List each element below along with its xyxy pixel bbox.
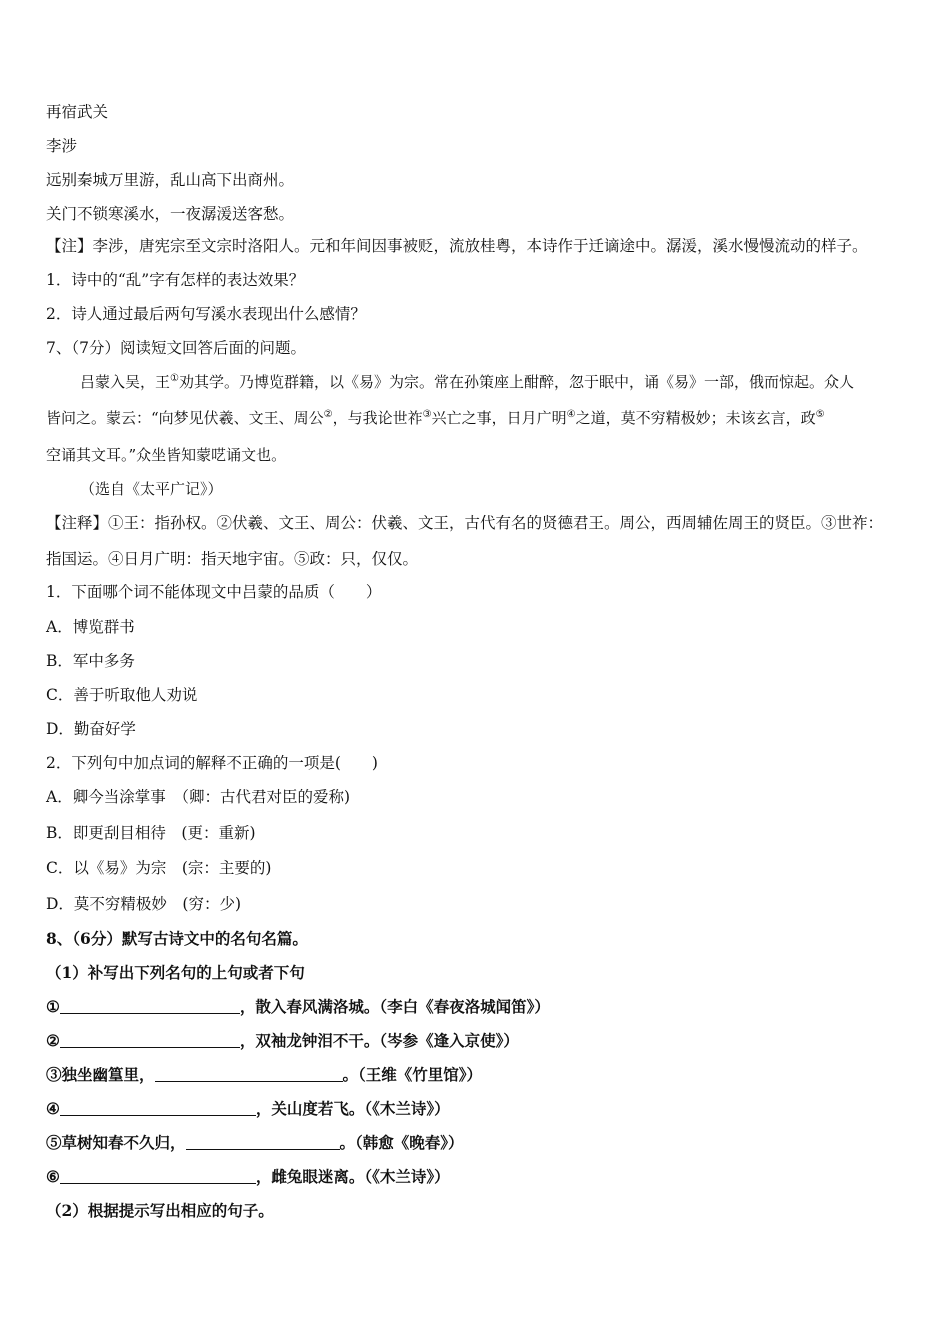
q7-sub2-option-d: D．莫不穷精极妙 (穷：少) [46,895,242,913]
q8-heading: 8、（6分）默写古诗文中的名句名篇。 [46,929,308,948]
q8-part2: （2）根据提示写出相应的句子。 [46,1201,274,1220]
poem-author: 李涉 [46,137,78,155]
passage-line-3: 空诵其文耳。”众坐皆知蒙呓诵文也。 [46,446,287,464]
item-number: ④ [46,1099,60,1118]
item-text: ，雌兔眼迷离。（《木兰诗》） [255,1167,450,1186]
q7-sub2-option-b: B．即更刮目相待 (更：重新) [46,824,256,842]
note-marker: ② [323,409,333,420]
q7-sub1-question: 1．下面哪个词不能体现文中吕蒙的品质（ ） [46,583,382,601]
passage-text: ，与我论世祚 [332,409,423,427]
item-text: 。（韩愈《晚春》） [339,1133,464,1152]
passage-text: 兴亡之事，日月广明 [431,409,567,427]
poem-title: 再宿武关 [46,103,109,121]
item-text: ，双袖龙钟泪不干。（岑参《逢入京使》） [239,1031,519,1050]
item-text: 。（王维《竹里馆》） [342,1065,483,1084]
answer-blank[interactable] [186,1134,340,1150]
note-marker: ① [170,373,179,384]
passage-text: 皆问之。蒙云：“向梦见伏羲、文王、周公 [46,409,324,427]
q7-sub1-option-d: D．勤奋好学 [46,720,136,738]
item-text: ，关山度若飞。（《木兰诗》） [255,1099,450,1118]
answer-blank[interactable] [60,1032,240,1048]
item-number: ⑤ [46,1133,62,1152]
fill-item-2 [46,1031,519,1051]
answer-blank[interactable] [60,998,240,1014]
item-number: ⑥ [46,1167,60,1186]
item-number: ③ [46,1065,62,1084]
poem-question-1: 1．诗中的“乱”字有怎样的表达效果？ [46,271,305,289]
passage-text: 吕蒙入吴，王 [80,373,171,391]
note-marker: ⑤ [815,409,825,420]
poem-line-1: 远别秦城万里游，乱山高下出商州。 [46,171,295,189]
fill-item-6 [46,1167,450,1187]
fill-item-4 [46,1099,450,1119]
note-marker: ③ [422,409,432,420]
fill-item-1 [46,997,550,1017]
poem-question-2: 2．诗人通过最后两句写溪水表现出什么感情？ [46,305,366,323]
q7-sub2-question: 2．下列句中加点词的解释不正确的一项是( ) [46,754,378,772]
poem-note: 【注】李涉，唐宪宗至文宗时洛阳人。元和年间因事被贬，流放桂粤，本诗作于迁谪途中。潺湲，溪水慢慢流动的样子。 [46,238,868,255]
item-number: ② [46,1031,60,1050]
fill-item-5 [46,1133,464,1153]
answer-blank[interactable] [60,1168,256,1184]
item-number: ① [46,997,60,1016]
passage-text: 劝其学。乃博览群籍，以《易》为宗。常在孙策座上酣醉，忽于眠中，诵《易》一部，俄而惊起。众人 [178,373,854,391]
q8-part1: （1）补写出下列名句的上句或者下句 [46,963,305,982]
answer-blank[interactable] [155,1066,343,1082]
note-marker: ④ [566,409,576,420]
passage-line-2 [46,408,825,428]
passage-text: 之道，莫不穷精极妙；未该玄言，政 [575,409,816,427]
q7-notes-line-1: 【注释】①王：指孙权。②伏羲、文王、周公：伏羲、文王，古代有名的贤德君王。周公，西周辅佐周王的贤臣。③世祚： [46,514,884,532]
q7-sub1-option-c: C．善于听取他人劝说 [46,686,198,704]
q7-heading: 7、（7分）阅读短文回答后面的问题。 [46,339,306,357]
item-text: ，散入春风满洛城。（李白《春夜洛城闻笛》） [239,997,550,1016]
q7-sub2-option-c: C．以《易》为宗 (宗：主要的) [46,859,272,877]
q7-notes-line-2: 指国运。④日月广明：指天地宇宙。⑤政：只，仅仅。 [46,550,419,568]
q7-sub1-option-b: B．军中多务 [46,652,135,670]
q7-sub1-option-a: A．博览群书 [46,618,135,636]
passage-line-1 [80,372,854,392]
q7-sub2-option-a: A．卿今当涂掌事 （卿：古代君对臣的爱称) [46,788,350,806]
poem-line-2: 关门不锁寒溪水，一夜潺湲送客愁。 [46,205,295,223]
item-text: 草树知春不久归， [61,1133,186,1152]
fill-item-3 [46,1065,482,1085]
item-text: 独坐幽篁里， [61,1065,155,1084]
passage-source: （选自《太平广记》） [80,480,223,498]
answer-blank[interactable] [60,1100,256,1116]
